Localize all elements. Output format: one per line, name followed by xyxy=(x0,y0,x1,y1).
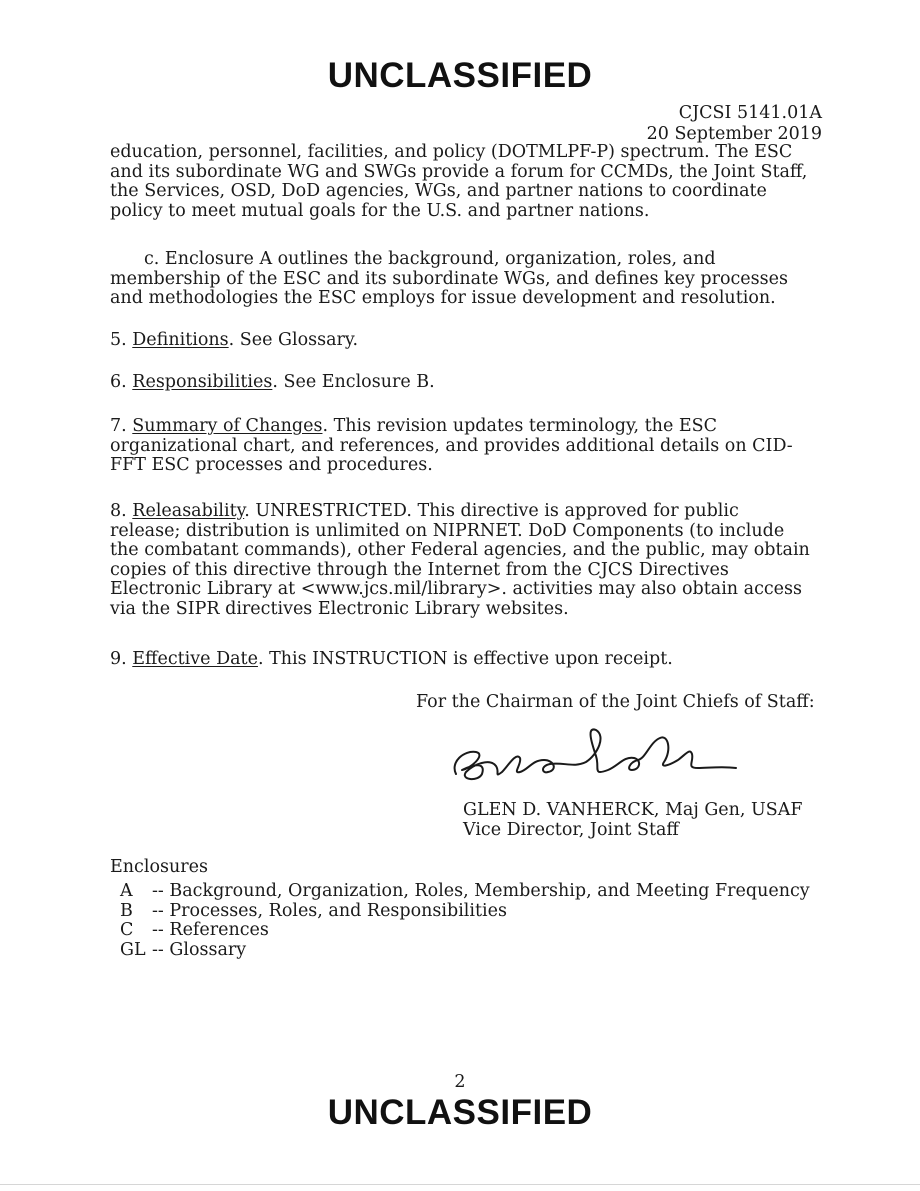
text-line: via the SIPR directives Electronic Library websites. xyxy=(110,598,569,619)
enclosure-key: GL xyxy=(120,939,146,960)
enclosure-text: -- Processes, Roles, and Responsibilities xyxy=(152,900,507,921)
classification-banner-top: UNCLASSIFIED xyxy=(327,56,593,95)
text-line: c. Enclosure A outlines the background, organization, roles, and xyxy=(144,249,716,269)
section-number: 5. xyxy=(110,330,127,350)
section-text: . See Enclosure B. xyxy=(272,372,435,392)
document-identifier xyxy=(647,103,822,145)
section-releasability xyxy=(110,502,830,619)
signature-for-line: For the Chairman of the Joint Chiefs of Staff: xyxy=(416,692,815,712)
doc-number: CJCSI 5141.01A xyxy=(678,103,822,123)
page-number: 2 xyxy=(454,1072,466,1092)
section-title: Effective Date xyxy=(132,649,258,669)
text-line: policy to meet mutual goals for the U.S. and partner nations. xyxy=(110,200,650,221)
text-line: FFT ESC processes and procedures. xyxy=(110,455,433,475)
section-number: 9. xyxy=(110,649,127,669)
section-title: Responsibilities xyxy=(132,372,273,392)
section-text: . This revision updates terminology, the ESC xyxy=(322,416,718,436)
text-line: organizational chart, and references, and provides additional details on CID- xyxy=(110,435,793,456)
text-line: membership of the ESC and its subordinate WGs, and defines key processes xyxy=(110,268,788,289)
text-line: the combatant commands), other Federal agencies, and the public, may obtain xyxy=(110,540,810,560)
enclosure-item xyxy=(120,941,810,961)
section-effective-date xyxy=(110,650,830,670)
doc-date: 20 September 2019 xyxy=(646,124,822,144)
section-definitions xyxy=(110,331,830,351)
enclosure-key: B xyxy=(120,900,133,921)
text-line: and methodologies the ESC employs for issue development and resolution. xyxy=(110,288,776,308)
page-bottom-rule xyxy=(0,1184,920,1185)
enclosure-key: C xyxy=(120,920,134,940)
section-text: . UNRESTRICTED. This directive is approved for public xyxy=(244,501,739,521)
section-number: 8. xyxy=(110,501,127,521)
section-number: 7. xyxy=(110,416,127,436)
text-line: the Services, OSD, DoD agencies, WGs, and partner nations to coordinate xyxy=(110,181,767,201)
section-text: . This INSTRUCTION is effective upon receipt. xyxy=(257,649,673,669)
text-line: copies of this directive through the Internet from the CJCS Directives xyxy=(110,559,729,580)
enclosure-text: -- Glossary xyxy=(152,939,247,960)
enclosure-item xyxy=(120,882,810,902)
enclosure-text: -- Background, Organization, Roles, Membership, and Meeting Frequency xyxy=(152,881,810,901)
signatory-title: Vice Director, Joint Staff xyxy=(463,820,679,840)
section-responsibilities xyxy=(110,373,830,393)
section-title: Releasability xyxy=(132,501,245,521)
enclosures-heading: Enclosures xyxy=(110,857,208,877)
section-summary-of-changes xyxy=(110,417,830,476)
continuation-paragraph xyxy=(110,143,830,221)
enclosure-item xyxy=(120,902,810,922)
enclosure-item xyxy=(120,921,810,941)
enclosure-key: A xyxy=(120,881,133,901)
section-title: Definitions xyxy=(132,330,229,350)
text-line: Electronic Library at <www.jcs.mil/library>. activities may also obtain access xyxy=(110,579,802,599)
enclosure-text: -- References xyxy=(152,920,269,940)
handwritten-signature xyxy=(446,722,746,792)
paragraph-4c xyxy=(110,250,830,309)
signatory-block xyxy=(463,800,803,840)
section-number: 6. xyxy=(110,372,127,392)
section-text: . See Glossary. xyxy=(228,330,359,350)
text-line: education, personnel, facilities, and policy (DOTMLPF-P) spectrum. The ESC xyxy=(110,142,793,162)
signatory-name: GLEN D. VANHERCK, Maj Gen, USAF xyxy=(463,800,803,820)
enclosures-list xyxy=(120,882,810,960)
classification-banner-bottom: UNCLASSIFIED xyxy=(327,1093,593,1132)
text-line: release; distribution is unlimited on NIPRNET. DoD Components (to include xyxy=(110,520,785,541)
section-title: Summary of Changes xyxy=(132,416,323,436)
text-line: and its subordinate WG and SWGs provide a forum for CCMDs, the Joint Staff, xyxy=(110,161,808,182)
